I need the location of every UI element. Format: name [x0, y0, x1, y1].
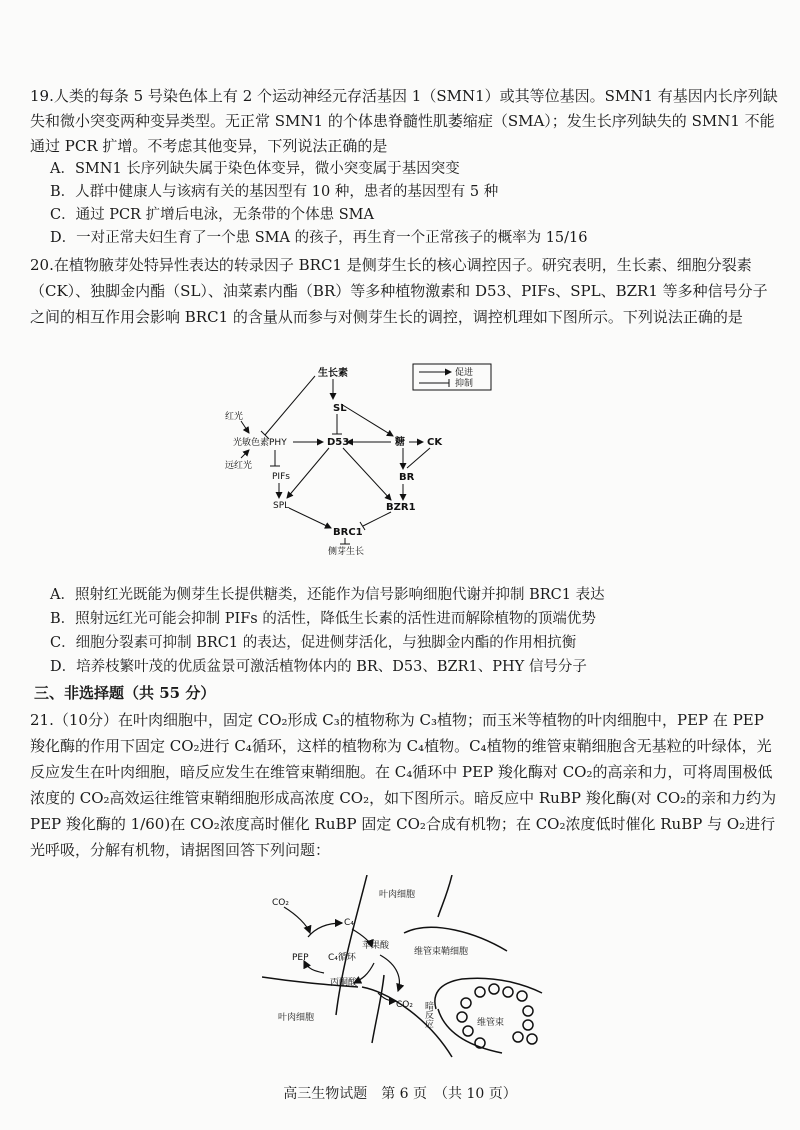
q21-stem: 21.（10分）在叶肉细胞中，固定 CO₂形成 C₃的植物称为 C₃植物；而玉米等植物的叶肉细胞中，PEP 在 PEP 羧化酶的作用下固定 CO₂进行 C₄循环，这样的植物称为 C₄植物。C₄植物的维管束鞘细胞含无基粒的叶绿体，光反应发生在叶肉细胞，暗反应发生在维管束鞘细胞。在 C₄循环中 PEP 羧化酶对 CO₂的高亲和力，可将周围极低浓度的 CO₂高效运往维管束鞘细胞形成高浓度 CO₂，如下图所示。暗反应中 RuBP 羧化酶(对 CO₂的亲和力约为 PEP 羧化酶的 1/60)在 CO₂浓度高时催化 RuBP 固定 CO₂合成有机物；在 CO₂浓度低时催化 RuBP 与 O₂进行光呼吸，分解有机物，请据图回答下列问题： — [30, 711, 777, 859]
label-mesophyll-top: 叶肉细胞 — [379, 890, 416, 900]
label-co2-inner: CO₂ — [396, 1000, 413, 1010]
q19-option-a: A．SMN1 长序列缺失属于染色体变异，微小突变属于基因突变 — [50, 161, 460, 177]
legend-inhibit-label: 抑制 — [455, 379, 474, 389]
label-dark-reaction: 暗反应 — [423, 1001, 433, 1028]
q19-option-b: B．人群中健康人与该病有关的基因型有 10 种，患者的基因型有 5 种 — [50, 184, 499, 200]
node-brc1: BRC1 — [333, 527, 363, 538]
label-bundle-sheath: 维管束鞘细胞 — [414, 947, 469, 957]
node-sugar: 糖 — [395, 437, 405, 448]
node-bzr1: BZR1 — [386, 502, 416, 513]
label-co2-top: CO₂ — [272, 898, 289, 908]
q20-option-c: C．细胞分裂素可抑制 BRC1 的表达，促进侧芽活化，与独脚金内酯的作用相抗衡 — [50, 635, 577, 651]
node-ck: CK — [427, 437, 443, 448]
page-footer: 高三生物试题 第 6 页 （共 10 页） — [283, 1086, 517, 1102]
label-pep: PEP — [292, 953, 309, 963]
label-pyruvate: 丙酮酸 — [330, 978, 358, 988]
legend-box — [413, 364, 491, 390]
q19-option-c: C．通过 PCR 扩增后电泳，无条带的个体患 SMA — [50, 207, 374, 223]
label-vascular-bundle: 维管束 — [477, 1018, 505, 1028]
label-c4-cycle: C₄循环 — [328, 953, 356, 963]
q20-option-a: A．照射红光既能为侧芽生长提供糖类，还能作为信号影响细胞代谢并抑制 BRC1 表达 — [50, 587, 605, 603]
label-c4: C₄ — [344, 918, 354, 928]
diagram-edges — [241, 376, 430, 544]
node-far-red: 远红光 — [225, 461, 253, 471]
section-3-heading: 三、非选择题（共 55 分） — [34, 684, 216, 702]
q19-option-d: D．一对正常夫妇生育了一个患 SMA 的孩子，再生育一个正常孩子的概率为 15/16 — [50, 230, 588, 246]
node-lateral-bud: 侧芽生长 — [328, 547, 365, 557]
c4-cycle-diagram — [262, 875, 552, 1060]
label-malic-acid: 苹果酸 — [362, 941, 390, 951]
node-sl: SL — [333, 403, 347, 414]
node-d53: D53 — [327, 437, 350, 448]
node-red-light: 红光 — [225, 412, 244, 422]
node-auxin: 生长素 — [318, 368, 348, 379]
legend-promote-label: 促进 — [455, 368, 474, 378]
node-br: BR — [399, 472, 415, 483]
vascular-bundle-circles — [457, 984, 537, 1048]
node-phy: 光敏色素PHY — [233, 438, 287, 448]
q20-option-b: B．照射远红光可能会抑制 PIFs 的活性，降低生长素的活性进而解除植物的顶端优势 — [50, 611, 596, 627]
q20-option-d: D．培养枝繁叶茂的优质盆景可激活植物体内的 BR、D53、BZR1、PHY 信号分子 — [50, 659, 587, 675]
hormone-regulation-diagram — [215, 362, 505, 562]
label-mesophyll-bottom: 叶肉细胞 — [278, 1013, 315, 1023]
q20-stem: 20.在植物腋芽处特异性表达的转录因子 BRC1 是侧芽生长的核心调控因子。研究表明，生长素、细胞分裂素（CK）、独脚金内酯（SL）、油菜素内酯（BR）等多种植物激素和 D53、PIFs、SPL、BZR1 等多种信号分子之间的相互作用会影响 BRC1 的含量从而参与对侧芽生长的调控，调控机理如下图所示。下列说法正确的是 — [30, 256, 768, 326]
cell-boundaries — [262, 875, 542, 1057]
q19-stem: 19.人类的每条 5 号染色体上有 2 个运动神经元存活基因 1（SMN1）或其等位基因。SMN1 有基因内长序列缺失和微小突变两种变异类型。无正常 SMN1 的个体患脊髓性肌萎缩症（SMA）；发生长序列缺失的 SMN1 不能通过 PCR 扩增。不考虑其他变异，下列说法正确的是 — [30, 87, 778, 155]
node-spl: SPL — [273, 501, 290, 511]
node-pifs: PIFs — [272, 472, 290, 482]
